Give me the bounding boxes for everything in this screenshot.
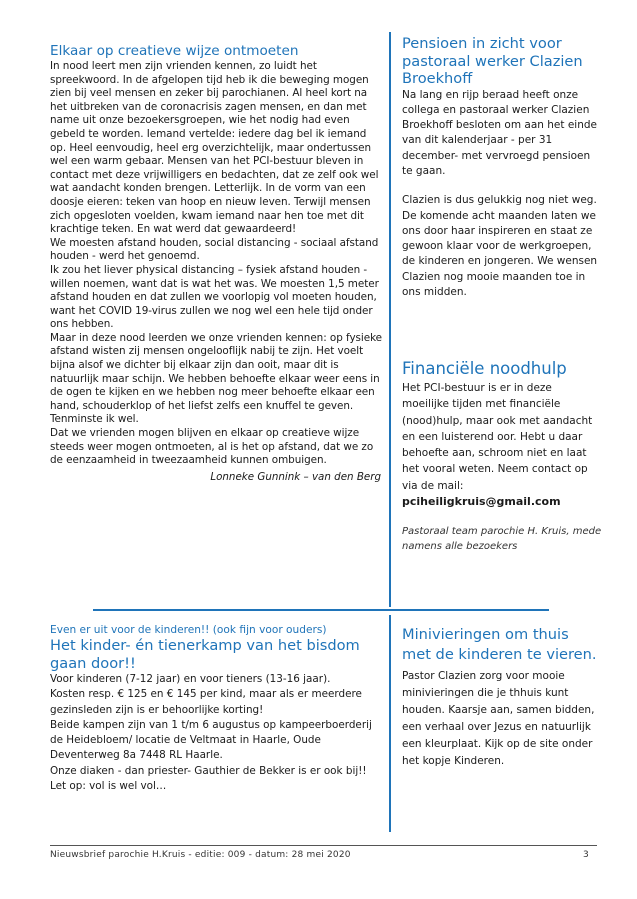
article-title: Pensioen in zicht voor pastoraal werker Clazien Broekhoff	[402, 35, 583, 87]
article-paragraph: Dat we vrienden mogen blijven en elkaar op creatieve wijze steeds weer mogen ontmoeten, al is het op afstand, dat we zo de eenzaamheid in tweezaamheid kunnen ombuigen.	[50, 427, 374, 467]
paragraph-spacer	[402, 179, 602, 193]
article-paragraph: Onze diaken - dan priester- Gauthier de Bekker is er ook bij!!	[50, 764, 367, 777]
column-divider	[389, 615, 391, 832]
article-paragraph: Maar in deze nood leerden we onze vrienden kennen: op fysieke afstand wisten zij mensen ongelooflijk nabij te zijn. Het voelt bijna alsof we dichter bij elkaar zijn dan ooit, maar dit is natuurlijk maar schijn. We hebben behoefte elkaar weer eens in de ogen te kijken en we hebben nog meer behoefte elkaar een hand, schouderklop of het liefst zelfs een knuffel te geven. Tenminste ik wel.	[50, 331, 383, 426]
article-title: Elkaar op creatieve wijze ontmoeten	[50, 43, 299, 59]
article-paragraph: We moesten afstand houden, social distancing - sociaal afstand houden - werd het genoemd.	[50, 236, 379, 263]
article-camp	[50, 623, 385, 794]
footer-text: Nieuwsbrief parochie H.Kruis - editie: 009 - datum: 28 mei 2020	[50, 850, 351, 860]
article-paragraph: In nood leert men zijn vrienden kennen, zo luidt het spreekwoord. In de afgelopen tijd heb ik die beweging mogen zien bij veel mensen en zeker bij parochianen. Al heel kort na het uitbreken van de coronacrisis zagen mensen, en dan met name uit onze bezoekersgroepen, wie het nodig had even gebeld te worden. Iemand vertelde: iedere dag bel ik iemand op. Heel eenvoudig, heel erg overzichtelijk, maar ondertussen wel een warm gebaar. Mensen van het PCI-bestuur bleven in contact met deze vrijwilligers en bedachten, dat ze zelf ook wel wat aandacht konden brengen. Letterlijk. In de vorm van een doosje eieren: teken van hoop en nieuw leven. Terwijl mensen zich opgesloten voelden, kwam iemand naar hen toe met dit krachtige teken. En wat werd dat gewaardeerd!	[50, 60, 379, 236]
page-number: 3	[583, 850, 589, 860]
section-divider	[93, 609, 549, 611]
article-paragraph: Let op: vol is wel vol…	[50, 780, 167, 793]
footer-divider	[50, 845, 597, 846]
article-financial-help	[402, 359, 602, 554]
column-divider	[389, 32, 391, 607]
article-paragraph: Het PCI-bestuur is er in deze moeilijke tijden met financiële (nood)hulp, maar ook met aandacht en een luisterend oor. Hebt u daar behoefte aan, schroom niet en laat het vooral weten. Neem contact op via de mail:	[402, 382, 593, 492]
article-mini-celebrations	[402, 625, 602, 770]
article-creative-meeting	[50, 43, 385, 484]
article-paragraph: Pastor Clazien zorg voor mooie minivieringen die je thhuis kunt houden. Kaarsje aan, samen bidden, een verhaal over Jezus en natuurlijk een kleurplaat. Kijk op de site onder het kopje Kinderen.	[402, 670, 595, 767]
article-signature: Lonneke Gunnink – van den Berg	[210, 470, 381, 483]
article-signoff: Pastoraal team parochie H. Kruis, mede namens alle bezoekers	[402, 526, 602, 552]
article-paragraph: Ik zou het liever physical distancing – fysiek afstand houden - willen noemen, want dat is wat het was. We moesten 1,5 meter afstand houden en dat zullen we voorlopig vol moeten houden, want het COVID 19-virus zullen we nog wel een hele tijd onder ons hebben.	[50, 263, 379, 331]
article-title: Minivieringen om thuis met de kinderen te vieren.	[402, 626, 597, 663]
article-paragraph: Beide kampen zijn van 1 t/m 6 augustus op kampeerboerderij de Heidebloem/ locatie de Veltmaat in Haarle, Oude Deventerweg 8a 7448 RL Haarle.	[50, 718, 372, 762]
article-title: Financiële noodhulp	[402, 359, 567, 378]
contact-email: pciheiligkruis@gmail.com	[402, 495, 561, 509]
article-paragraph: Clazien is dus gelukkig nog niet weg. De komende acht maanden laten we ons door haar inspireren en staat ze gewoon klaar voor de werkgroepen, de kinderen en jongeren. We wensen Clazien nog mooie maanden toe in ons midden.	[402, 194, 598, 299]
article-paragraph: Kosten resp. € 125 en € 145 per kind, maar als er meerdere gezinsleden zijn is er behoorlijke korting!	[50, 688, 362, 716]
article-title: Het kinder- én tienerkamp van het bisdom gaan door!!	[50, 637, 360, 672]
article-kicker: Even er uit voor de kinderen!! (ook fijn voor ouders)	[50, 624, 327, 636]
article-pension	[402, 35, 602, 300]
article-paragraph: Voor kinderen (7-12 jaar) en voor tieners (13-16 jaar).	[50, 673, 331, 685]
article-paragraph: Na lang en rijp beraad heeft onze collega en pastoraal werker Clazien Broekhoff besloten om aan het einde van dit kalenderjaar - per 31 december- met vervroegd pensioen te gaan.	[402, 88, 597, 177]
